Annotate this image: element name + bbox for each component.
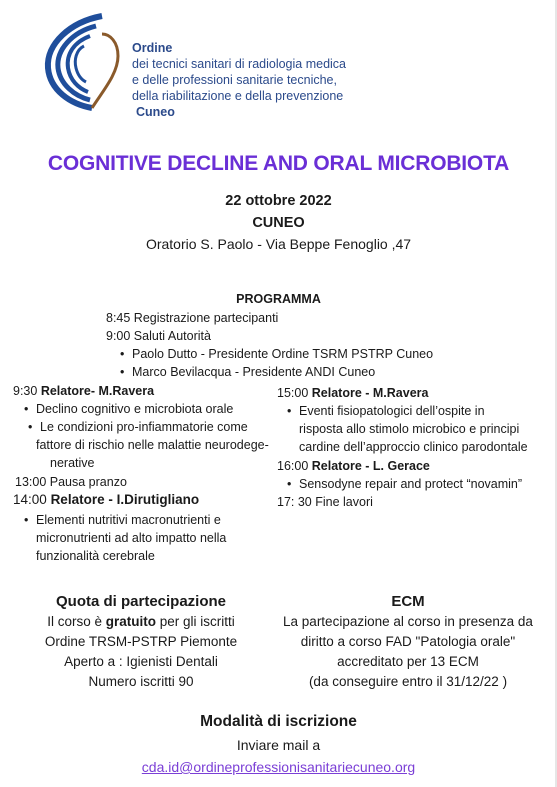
session-time: 16:00 (277, 459, 309, 473)
program-heading: PROGRAMMA (236, 292, 321, 306)
org-city: Cuneo (136, 105, 175, 119)
registration-line: Inviare mail a (236, 737, 321, 753)
program-intro-item: 9:00 Saluti Autorità (106, 329, 211, 343)
session-speaker: Relatore - M.Ravera (311, 386, 429, 400)
session-speaker: Relatore - L. Gerace (311, 459, 430, 473)
session-topic: • Le condizioni pro-infiammatorie come (40, 420, 248, 434)
org-name-block (132, 40, 346, 120)
session-heading (277, 386, 428, 400)
fee-line: Numero iscritti 90 (88, 674, 194, 689)
session-topic-cont: fattore di rischio nelle malattie neurodege- (36, 438, 269, 452)
fee-free: gratuito (105, 614, 156, 629)
session-topic-cont: cardine dell’approccio clinico parodontale (299, 440, 528, 454)
session-topic: • Elementi nutritivi macronutrienti e (36, 513, 221, 527)
session-speaker: Relatore - I.Dirutigliano (50, 492, 200, 507)
ecm-line: accreditato per 13 ECM (337, 654, 479, 669)
session-topic: • Declino cognitivo e microbiota orale (36, 402, 233, 416)
event-city: CUNEO (252, 215, 305, 231)
registration-email-link[interactable]: cda.id@ordineprofessionisanitariecuneo.org (141, 759, 416, 775)
registration-heading: Modalità di iscrizione (200, 713, 357, 730)
session-topic: • Sensodyne repair and protect “novamin” (299, 477, 522, 491)
fee-line: Ordine TRSM-PSTRP Piemonte (44, 634, 238, 649)
org-line: e delle professioni sanitarie tecniche, (132, 73, 337, 87)
fee-line: Aperto a : Igienisti Dentali (64, 654, 218, 669)
order-logo-icon (40, 12, 120, 112)
greeting-item: • Marco Bevilacqua - Presidente ANDI Cuneo (132, 365, 375, 379)
fee-text: per gli iscritti (156, 614, 235, 629)
event-date: 22 ottobre 2022 (225, 193, 332, 209)
ecm-line: (da conseguire entro il 31/12/22 ) (308, 674, 508, 689)
lunch-break: 13:00 Pausa pranzo (15, 475, 127, 489)
session-heading (277, 459, 430, 473)
org-line: dei tecnici sanitari di radiologia medica (132, 57, 347, 71)
session-topic-cont: funzionalità cerebrale (36, 549, 155, 563)
program-intro-item: 8:45 Registrazione partecipanti (106, 311, 279, 325)
session-heading (13, 492, 199, 507)
session-time: 15:00 (277, 386, 309, 400)
session-heading (13, 384, 154, 398)
session-time: 9:30 (13, 384, 38, 398)
session-topic-cont: micronutrienti ad alto impatto nella (36, 531, 227, 545)
fee-line (0, 614, 282, 629)
fee-heading: Quota di partecipazione (55, 593, 227, 610)
org-line: della riabilitazione e della prevenzione (132, 89, 344, 103)
end-of-works: 17: 30 Fine lavori (277, 495, 373, 509)
session-topic-cont: risposta allo stimolo microbico e principi (299, 422, 520, 436)
event-title: COGNITIVE DECLINE AND ORAL MICROBIOTA (47, 152, 510, 175)
fee-text: Il corso è (47, 614, 106, 629)
event-venue: Oratorio S. Paolo - Via Beppe Fenoglio ,47 (145, 236, 412, 252)
session-topic: • Eventi fisiopatologici dell’ospite in (299, 404, 485, 418)
ecm-heading: ECM (391, 593, 425, 610)
session-speaker: Relatore- M.Ravera (40, 384, 155, 398)
org-name: Ordine (132, 41, 173, 55)
session-topic-cont: nerative (50, 456, 95, 470)
greeting-item: • Paolo Dutto - Presidente Ordine TSRM PSTRP Cuneo (132, 347, 433, 361)
ecm-line: diritto a corso FAD "Patologia orale" (300, 634, 516, 649)
ecm-line: La partecipazione al corso in presenza da (283, 614, 533, 629)
session-time: 14:00 (13, 492, 47, 507)
